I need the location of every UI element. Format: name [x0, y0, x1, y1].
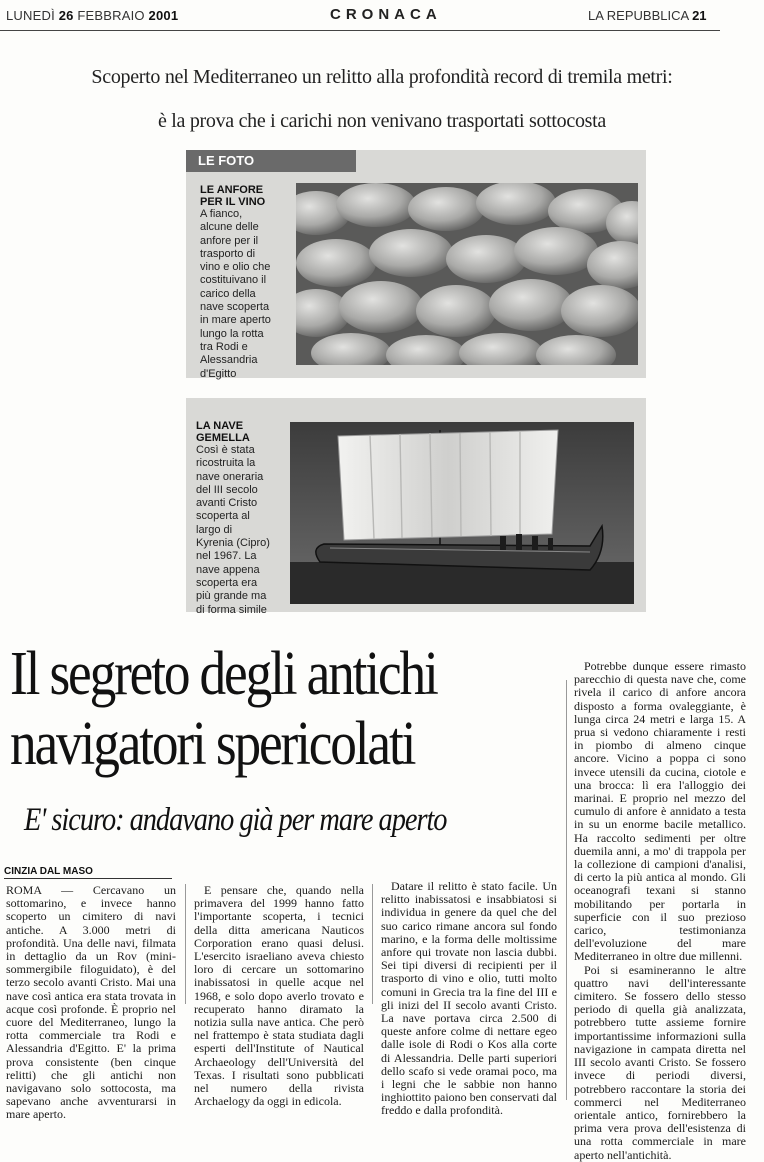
- headline-line-1: Il segreto degli antichi: [10, 640, 437, 708]
- header-paper: [588, 8, 707, 23]
- byline-rule: [4, 878, 172, 879]
- caption-anfore-line: alcune delle: [200, 221, 259, 234]
- article-column-1: [6, 884, 176, 1122]
- caption-anfore-line: tra Rodi e: [200, 340, 248, 353]
- caption-anfore-heading-1: LE ANFORE: [200, 184, 264, 196]
- occhiello-line-2: è la prova che i carichi non venivano trasportati sottocosta: [158, 110, 606, 132]
- column-divider: [185, 884, 186, 1004]
- caption-nave-line: Kyrenia (Cipro): [196, 537, 270, 550]
- caption-anfore-heading-2: PER IL VINO: [200, 196, 266, 208]
- caption-nave-line: nel 1967. La: [196, 550, 257, 563]
- caption-nave-line: nave oneraria: [196, 470, 264, 483]
- page-number: 21: [692, 8, 707, 23]
- le-foto-label: LE FOTO: [186, 150, 356, 172]
- caption-anfore: [200, 184, 300, 381]
- article-column-2: [194, 884, 364, 1108]
- caption-nave-heading-1: LA NAVE: [196, 420, 244, 432]
- article-column-3: [381, 880, 557, 1118]
- amphorae-photo: [296, 183, 638, 365]
- article-column-4: [574, 660, 746, 1162]
- occhiello-line-1: Scoperto nel Mediterraneo un relitto alla profondità record di tremila metri:: [91, 66, 673, 88]
- caption-nave-line: Così è stata: [196, 444, 255, 456]
- caption-anfore-line: in mare aperto: [200, 314, 271, 327]
- article-paragraph: ROMA — Cercavano un sottomarino, e invece hanno scoperto un cimitero di navi antiche. A 3.000 metri di profondità. Una delle navi, filmata in dettaglio da un Rov (mini-sommergibile filoguidato), è del terzo secolo avanti Cristo. Mai una nave così antica era stata trovata in acque così profonde. È proprio nel cuore del Mediterraneo, lungo la rotta commerciale tra Rodi e Alessandria d'Egitto. E' la prima prova consistente (ben cinque relitti) che gli antichi non navigavano solo sottocosta, ma sapevano anche avventurarsi in mare aperto.: [6, 883, 176, 1122]
- headline-line-2: navigatori spericolati: [10, 710, 415, 778]
- caption-anfore-line: trasporto di: [200, 247, 256, 260]
- caption-nave-line: scoperta al: [196, 510, 250, 523]
- caption-nave-heading-2: GEMELLA: [196, 432, 250, 444]
- article-paragraph: E pensare che, quando nella primavera del 1999 hanno fatto l'importante scoperta, i tecnici della ditta americana Nauticos Corporation erano quasi delusi. L'esercito israeliano aveva chiesto loro di cercare un sottomarino inabissatosi in quelle acque nel 1968, e solo dopo averlo trovato e recuperato hanno diramato la notizia sulla nave antica. Che però nel frattempo è stata studiata dagli esperti dell'Institute of Nautical Archaeology dell'Università del Texas. I risultati sono pubblicati nel numero della rivista Archaelogy da oggi in edicola.: [194, 883, 364, 1109]
- caption-nave-line: avanti Cristo: [196, 497, 258, 510]
- column-divider: [566, 680, 567, 1100]
- caption-anfore-line: Alessandria: [200, 354, 258, 367]
- caption-nave-line: di forma simile: [196, 603, 267, 616]
- header-date: [6, 8, 178, 23]
- caption-nave-line: largo di: [196, 523, 233, 536]
- byline: CINZIA DAL MASO: [4, 866, 93, 877]
- caption-anfore-line: costituivano il: [200, 274, 267, 287]
- caption-nave-line: del III secolo: [196, 483, 258, 496]
- caption-anfore-line: nave scoperta: [200, 301, 270, 314]
- subheadline: E' sicuro: andavano già per mare aperto: [24, 802, 447, 838]
- paper-name: LA REPUBBLICA: [588, 8, 689, 23]
- caption-anfore-line: vino e olio che: [200, 261, 271, 274]
- caption-nave-line: ricostruita la: [196, 457, 256, 470]
- ship-photo: [290, 422, 634, 604]
- article-paragraph: Poi si esamineranno le altre quattro navi dell'interessante cimitero. Se fossero dello stesso periodo di quella già analizzata, potrebbero tutte assieme fornire importantissime informazioni sulla navigazione in campata diretta nel III secolo avanti Cristo. Se fossero invece di periodi diversi, potrebbero raccontare la storia dei commerci nel Mediterraneo orientale antico, fornirebbero la prima vera prova dell'esistenza di una rotta commerciale in mare aperto nell'antichità.: [574, 962, 746, 1162]
- caption-nave-line: scoperta era: [196, 576, 258, 589]
- column-divider: [372, 884, 373, 1004]
- caption-anfore-line: d'Egitto: [200, 367, 237, 380]
- section-title: CRONACA: [330, 6, 442, 23]
- article-paragraph: Potrebbe dunque essere rimasto parecchio di questa nave che, come rivela il carico di anfore ancora disposto a forma ovaleggiante, è lunga circa 24 metri e larga 15. A prua si vedono chiaramente i resti in piombo di almeno cinque ancore. Vicino a poppa ci sono invece utensili da cucina, ciotole e una brocca: lì era l'alloggio dei marinai. E proprio nel mezzo del cumulo di anfore è annidato a testa in su un enorme bacile metallico. Ha raccolto sedimenti per oltre duemila anni, a mo' di trappola per la collezione di campioni d'analisi, di certo la più antica al mondo. Gli oceanografi texani si stanno mobilitando per portarla in superficie con il suo prezioso carico, testimonianza dell'evoluzione del mare Mediterraneo in oltre due millenni.: [574, 659, 746, 964]
- caption-nave-line: nave appena: [196, 563, 260, 576]
- header-month: FEBBRAIO: [77, 8, 145, 23]
- caption-anfore-line: anfore per il: [200, 234, 259, 247]
- header-year: 2001: [148, 8, 179, 23]
- header-day: LUNEDÌ: [6, 8, 55, 23]
- caption-anfore-line: carico della: [200, 287, 256, 300]
- caption-anfore-line: lungo la rotta: [200, 327, 264, 340]
- caption-nave-line: più grande ma: [196, 590, 267, 603]
- caption-anfore-line: A fianco,: [200, 208, 243, 220]
- article-paragraph: Datare il relitto è stato facile. Un relitto inabissatosi e insabbiatosi si individua in genere da quel che del suo carico rimane ancora sul fondo marino, e la forma delle moltissime anfore qui trovate non lascia dubbi. Sei tipi diversi di recipienti per il trasporto di vino e olio, tutti molto comuni in Grecia tra la fine del III e gli inizi del II secolo avanti Cristo. La nave portava circa 2.500 di queste anfore colme di nettare egeo dalle isole di Rodi o Kos alla corte di Alessandria. Delle parti superiori dello scafo si vede oramai poco, ma i legni che le sabbie non hanno inghiottito paiono ben conservati dal freddo e dalla profondità.: [381, 879, 557, 1118]
- header-rule: [0, 30, 720, 31]
- caption-nave: [196, 420, 296, 617]
- header-date-number: 26: [58, 8, 74, 23]
